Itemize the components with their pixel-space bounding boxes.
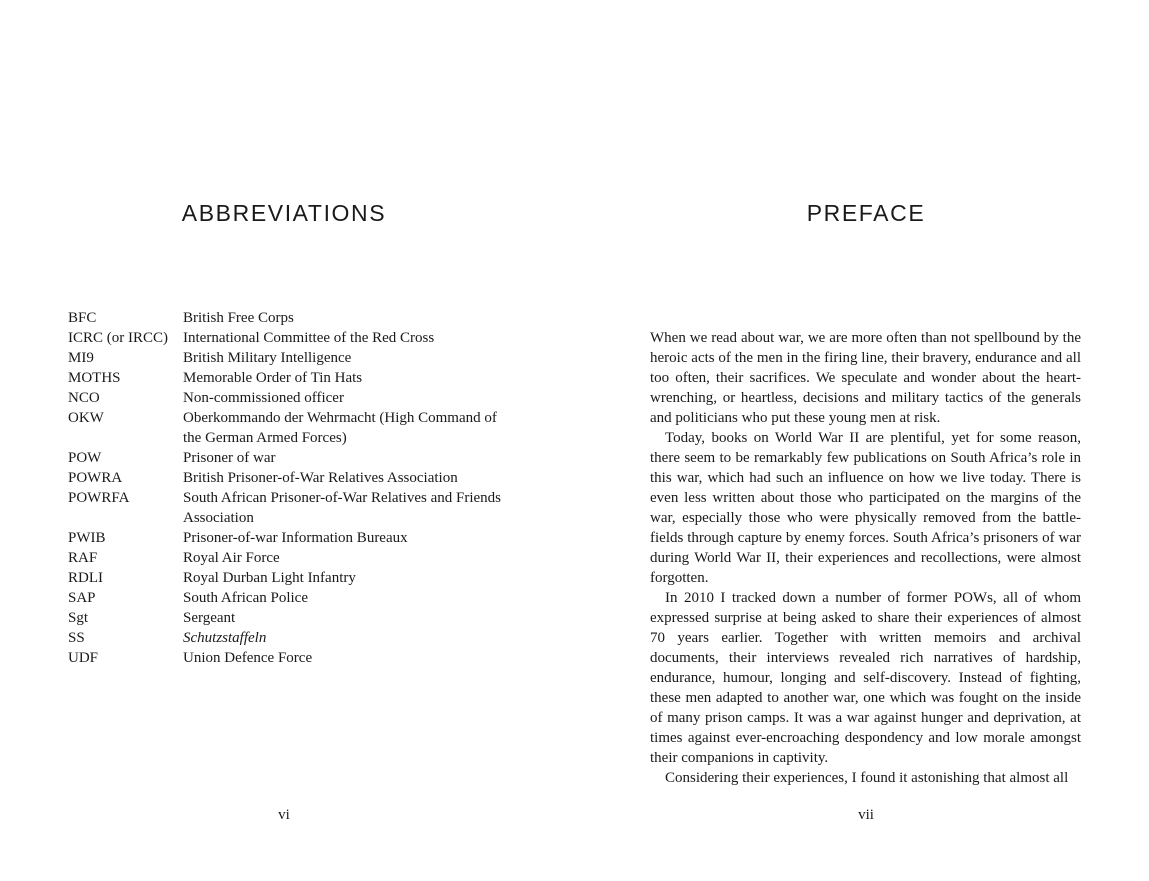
right-page	[575, 0, 1149, 881]
preface-paragraph: Considering their experiences, I found it astonishing that almost all	[665, 770, 1069, 786]
preface-paragraph: In 2010 I tracked down a number of former POWs, all of whom expressed surprise at being asked to share their experiences of almost 70 years earlier. Together with written memoirs and archival documents, their interviews revealed rich narratives of hardship, endurance, humour, longing and self-discovery. Instead of fighting, these men adapted to another war, one which was fought on the inside of many prison camps. It was a war against hunger and deprivation, at times against ever-encroaching despondency and low morale amongst their companions in captivity.	[650, 590, 1081, 766]
abbreviation-meaning: Prisoner of war	[183, 450, 276, 466]
abbreviation-meaning: Schutzstaffeln	[183, 630, 267, 646]
abbreviation-row	[68, 368, 508, 388]
abbreviation-meaning: International Committee of the Red Cross	[183, 330, 435, 346]
abbreviation-meaning: Memorable Order of Tin Hats	[183, 370, 363, 386]
abbreviation-meaning: British Free Corps	[183, 310, 294, 326]
abbreviation-row	[68, 548, 508, 568]
abbreviation-meaning: South African Prisoner-of-War Relatives and Friends Association	[183, 490, 502, 526]
abbreviation-row	[68, 408, 508, 448]
abbreviation-term: MI9	[68, 350, 94, 366]
abbreviation-term: PWIB	[68, 530, 106, 546]
abbreviations-heading: ABBREVIATIONS	[181, 200, 387, 226]
abbreviation-meaning: Sergeant	[183, 610, 236, 626]
abbreviation-meaning: Union Defence Force	[183, 650, 313, 666]
abbreviation-row	[68, 588, 508, 608]
abbreviation-term: UDF	[68, 650, 99, 666]
abbreviation-term: RDLI	[68, 570, 103, 586]
page-number-left: vi	[278, 807, 290, 823]
abbreviation-row	[68, 528, 508, 548]
preface-paragraph: Today, books on World War II are plentiful, yet for some reason, there seem to be remarkably few publications on South Africa’s role in this war, which had such an influence on how we live today. There is even less written about those who participated on the margins of the war, especially those who were physically removed from the battle-fields through capture by enemy forces. South Africa’s prisoners of war during World War II, their experiences and recollections, were almost forgotten.	[650, 430, 1081, 586]
abbreviation-row	[68, 488, 508, 528]
abbreviation-term: SAP	[68, 590, 96, 606]
abbreviation-meaning: British Military Intelligence	[183, 350, 352, 366]
page-number-right: vii	[858, 807, 874, 823]
abbreviation-term: NCO	[68, 390, 100, 406]
abbreviation-term: RAF	[68, 550, 98, 566]
abbreviation-meaning: Oberkommando der Wehrmacht (High Command of the German Armed Forces)	[183, 410, 497, 446]
abbreviation-term: POWRFA	[68, 490, 130, 506]
abbreviation-term: SS	[68, 630, 85, 646]
abbreviation-term: Sgt	[68, 610, 89, 626]
abbreviation-meaning: Royal Durban Light Infantry	[183, 570, 356, 586]
abbreviations-list	[68, 308, 508, 668]
abbreviation-meaning: British Prisoner-of-War Relatives Association	[183, 470, 458, 486]
abbreviation-meaning: Prisoner-of-war Information Bureaux	[183, 530, 408, 546]
abbreviation-row	[68, 568, 508, 588]
abbreviation-term: POWRA	[68, 470, 123, 486]
abbreviation-row	[68, 348, 508, 368]
abbreviation-term: MOTHS	[68, 370, 121, 386]
abbreviation-row	[68, 448, 508, 468]
abbreviation-term: BFC	[68, 310, 97, 326]
abbreviation-term: POW	[68, 450, 102, 466]
preface-paragraph: When we read about war, we are more often than not spellbound by the heroic acts of the men in the firing line, their bravery, endurance and all too often, their sacrifices. We speculate and wonder about the heart-wrenching, or heartless, decisions and military tactics of the generals and politicians who put these young men at risk.	[650, 330, 1081, 426]
abbreviation-meaning: Non-commissioned officer	[183, 390, 344, 406]
abbreviation-term: OKW	[68, 410, 104, 426]
abbreviation-meaning: South African Police	[183, 590, 308, 606]
preface-body	[650, 328, 1081, 788]
abbreviation-row	[68, 308, 508, 328]
abbreviation-row	[68, 468, 508, 488]
abbreviation-row	[68, 648, 508, 668]
abbreviation-row	[68, 388, 508, 408]
abbreviation-term: ICRC (or IRCC)	[68, 330, 169, 346]
abbreviation-row	[68, 608, 508, 628]
abbreviation-meaning: Royal Air Force	[183, 550, 280, 566]
abbreviation-row	[68, 628, 508, 648]
abbreviation-row	[68, 328, 508, 348]
preface-heading: PREFACE	[806, 200, 926, 226]
